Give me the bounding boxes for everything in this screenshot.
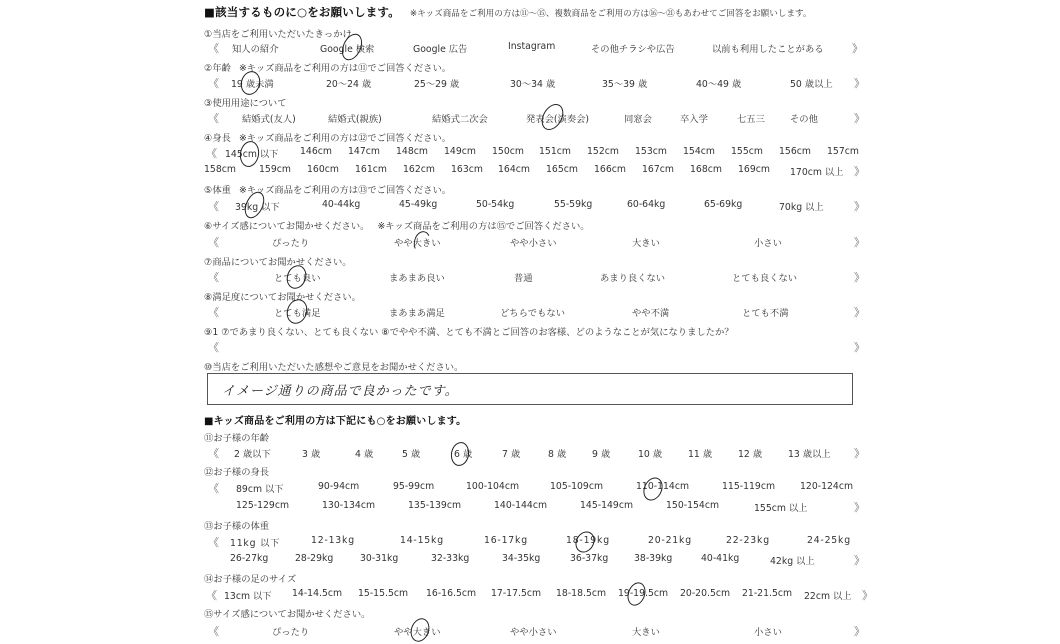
option[interactable]: 14-14.5cm [292, 588, 343, 599]
question-12-label: ⑫お子様の身長 [204, 467, 270, 478]
option[interactable]: 12 歳 [738, 449, 763, 460]
option[interactable]: とても不満 [742, 308, 789, 319]
option-selected[interactable]: 18-19kg [566, 535, 610, 546]
question-6-options [204, 235, 864, 249]
open-bracket: 《 [208, 306, 219, 319]
option[interactable]: 32-33kg [431, 553, 470, 564]
option[interactable]: 161cm [355, 164, 387, 175]
option[interactable]: 95-99cm [393, 481, 435, 492]
option[interactable]: 34-35kg [502, 553, 541, 564]
option[interactable]: 16-17kg [484, 535, 528, 546]
question-note: ※キッズ商品をご利用の方は⑮でご回答ください。 [377, 221, 590, 232]
open-bracket: 《 [208, 200, 219, 213]
question-10-label: ⑩当店をご利用いただいた感想やご意見をお聞かせください。 [204, 362, 464, 373]
option-selected[interactable]: 145cm 以下 [225, 149, 279, 160]
question-4-options-row-1 [204, 146, 864, 160]
question-label: ②年齢 [204, 63, 231, 74]
option[interactable]: 50-54kg [476, 199, 515, 210]
option[interactable]: やや不満 [632, 308, 670, 319]
option[interactable]: 16-16.5cm [426, 588, 477, 599]
option[interactable]: 153cm [635, 146, 667, 157]
close-bracket: 》 [854, 236, 865, 249]
option[interactable]: 22-23kg [726, 535, 770, 546]
question-14-label: ⑭お子様の足のサイズ [204, 574, 297, 585]
option[interactable]: 大きい [632, 238, 660, 249]
option[interactable]: 大きい [632, 627, 660, 638]
option[interactable]: 168cm [690, 164, 722, 175]
option[interactable]: 145-149cm [580, 500, 634, 511]
option[interactable]: 3 歳 [302, 449, 321, 460]
option[interactable]: 159cm [259, 164, 291, 175]
option[interactable]: 8 歳 [548, 449, 567, 460]
option[interactable]: 155cm [731, 146, 763, 157]
option[interactable]: 151cm [539, 146, 571, 157]
option[interactable]: ぴったり [272, 238, 310, 249]
close-bracket: 》 [854, 271, 865, 284]
option[interactable]: 5 歳 [402, 449, 421, 460]
option[interactable]: 130-134cm [322, 500, 376, 511]
option[interactable]: 45-49kg [399, 199, 438, 210]
option[interactable]: 小さい [754, 627, 782, 638]
open-bracket: 《 [208, 536, 220, 549]
question-2-label [204, 60, 451, 74]
kids-section-header: ■キッズ商品をご利用の方は下記にも○をお願いします。 [204, 416, 467, 427]
question-label: ④身長 [204, 133, 231, 144]
option[interactable]: 149cm [444, 146, 476, 157]
option[interactable]: 普通 [514, 273, 533, 284]
option[interactable]: その他チラシや広告 [591, 44, 675, 55]
question-3-label: ③使用用途について [204, 98, 287, 109]
option[interactable]: 20-20.5cm [680, 588, 731, 599]
option[interactable]: 105-109cm [550, 481, 604, 492]
question-12-options-row-1 [204, 481, 874, 495]
option[interactable]: 55-59kg [554, 199, 593, 210]
question-15-label: ⑮サイズ感についてお聞かせください。 [204, 609, 371, 620]
option-selected[interactable]: 110-114cm [636, 481, 690, 492]
open-bracket: 《 [208, 341, 219, 354]
question-11-options [204, 446, 864, 460]
close-bracket: 》 [854, 200, 865, 213]
question-9-label: ⑨1 ⑦であまり良くない、とても良くない ⑧でやや不満、とても不満とご回答のお客様、どのようなことが気になりましたか？ [204, 327, 734, 338]
option[interactable]: 120-124cm [800, 481, 854, 492]
option[interactable]: 4 歳 [355, 449, 374, 460]
question-label: ⑤体重 [204, 185, 231, 196]
option[interactable]: 70kg 以上 [779, 202, 824, 213]
question-8-label: ⑧満足度についてお聞かせください。 [204, 292, 361, 303]
option[interactable]: 42kg 以上 [770, 556, 815, 567]
option[interactable]: 17-17.5cm [491, 588, 542, 599]
option[interactable]: 21-21.5cm [742, 588, 793, 599]
option[interactable]: とても良くない [732, 273, 798, 284]
option[interactable]: 28-29kg [295, 553, 334, 564]
question-14-options [204, 588, 874, 602]
option[interactable]: 結婚式二次会 [432, 114, 488, 125]
question-7-options [204, 270, 864, 284]
option[interactable]: 30-31kg [360, 553, 399, 564]
option[interactable]: 146cm [300, 146, 332, 157]
question-2-options [204, 76, 864, 90]
option[interactable]: 36-37kg [570, 553, 609, 564]
close-bracket: 》 [862, 589, 873, 602]
option[interactable]: 40-44kg [322, 199, 361, 210]
option[interactable]: ぴったり [272, 627, 310, 638]
option[interactable]: 163cm [451, 164, 483, 175]
open-bracket: 《 [208, 42, 219, 55]
section-header [204, 4, 812, 20]
question-9-answer-area[interactable] [204, 340, 864, 354]
close-bracket: 》 [854, 306, 865, 319]
option[interactable]: 164cm [498, 164, 530, 175]
option[interactable]: 140-144cm [494, 500, 548, 511]
option[interactable]: 15-15.5cm [358, 588, 409, 599]
option[interactable]: 156cm [779, 146, 811, 157]
close-bracket: 》 [852, 42, 863, 55]
option[interactable]: 14-15kg [400, 535, 444, 546]
question-13-options-row-1 [204, 535, 874, 549]
question-3-options [204, 111, 864, 125]
option[interactable]: 160cm [307, 164, 339, 175]
question-4-options-row-2 [204, 164, 864, 178]
open-bracket: 《 [208, 625, 219, 638]
option[interactable]: 155cm 以上 [754, 503, 808, 514]
question-6-label [204, 218, 590, 232]
option[interactable]: 152cm [587, 146, 619, 157]
option-selected[interactable]: 19 歳未満 [231, 79, 274, 90]
option[interactable]: 結婚式(友人) [242, 114, 296, 125]
option[interactable]: 65-69kg [704, 199, 743, 210]
question-note: ※キッズ商品をご利用の方は⑬でご回答ください。 [238, 185, 452, 196]
option[interactable]: まあまあ良い [389, 273, 445, 284]
option-selected[interactable]: 19-19.5cm [618, 588, 669, 599]
option-selected[interactable]: やや大きい [394, 627, 441, 638]
option[interactable]: 7 歳 [502, 449, 521, 460]
option[interactable]: 13 歳以上 [788, 449, 831, 460]
question-12-options-row-2 [204, 500, 874, 514]
open-bracket: 《 [208, 77, 219, 90]
option-selected[interactable]: 6 歳 [454, 449, 473, 460]
option[interactable]: 89cm 以下 [236, 484, 284, 495]
option[interactable]: 135-139cm [408, 500, 462, 511]
option[interactable]: 七五三 [737, 114, 765, 125]
option[interactable]: 166cm [594, 164, 626, 175]
open-bracket: 《 [206, 147, 217, 160]
open-bracket: 《 [208, 112, 219, 125]
option[interactable]: 11kg 以下 [230, 538, 281, 549]
option[interactable]: Instagram [508, 41, 556, 52]
close-bracket: 》 [854, 447, 865, 460]
question-label: ⑥サイズ感についてお聞かせください。 [204, 221, 370, 232]
option[interactable]: 115-119cm [722, 481, 776, 492]
option[interactable]: 20〜24 歳 [326, 79, 372, 90]
option[interactable]: Google 広告 [413, 44, 468, 55]
option-selected[interactable]: 発表会(演奏会) [526, 114, 590, 125]
option[interactable]: 162cm [403, 164, 435, 175]
option[interactable]: 18-18.5cm [556, 588, 607, 599]
option[interactable]: 170cm 以上 [790, 167, 844, 178]
option[interactable]: 150cm [492, 146, 524, 157]
option[interactable]: 同窓会 [624, 114, 652, 125]
option[interactable]: 167cm [642, 164, 674, 175]
option-selected[interactable]: やや大きい [394, 238, 441, 249]
open-bracket: 《 [208, 482, 219, 495]
option[interactable]: 125-129cm [236, 500, 290, 511]
open-bracket: 《 [208, 236, 219, 249]
close-bracket: 》 [854, 501, 865, 514]
option[interactable]: 小さい [754, 238, 782, 249]
option[interactable]: 13cm 以下 [224, 591, 272, 602]
question-15-options [204, 624, 864, 638]
option[interactable]: 9 歳 [592, 449, 611, 460]
option[interactable]: 40〜49 歳 [696, 79, 742, 90]
option[interactable]: 20-21kg [648, 535, 692, 546]
option[interactable]: 169cm [738, 164, 770, 175]
option[interactable]: 2 歳以下 [234, 449, 271, 460]
close-bracket: 》 [854, 625, 865, 638]
option[interactable]: 24-25kg [807, 535, 851, 546]
option-selected[interactable]: 39kg 以下 [235, 202, 280, 213]
question-7-label: ⑦商品についてお聞かせください。 [204, 257, 352, 268]
option[interactable]: 25〜29 歳 [414, 79, 460, 90]
option[interactable]: 結婚式(親族) [328, 114, 382, 125]
close-bracket: 》 [854, 112, 865, 125]
close-bracket: 》 [854, 341, 865, 354]
open-bracket: 《 [206, 589, 217, 602]
option[interactable]: 157cm [827, 146, 859, 157]
question-13-options-row-2 [204, 553, 874, 567]
option[interactable]: 150-154cm [666, 500, 720, 511]
option[interactable]: 12-13kg [311, 535, 355, 546]
question-1-label: ①当店をご利用いただいたきっかけ [204, 29, 352, 40]
option[interactable]: 卒入学 [680, 114, 708, 125]
option[interactable]: 30〜34 歳 [510, 79, 556, 90]
option-selected[interactable]: とても満足 [274, 308, 321, 319]
option[interactable]: まあまあ満足 [389, 308, 445, 319]
question-5-label [204, 182, 451, 196]
question-10-answer-box[interactable] [207, 373, 853, 405]
close-bracket: 》 [854, 77, 865, 90]
question-8-options [204, 305, 864, 319]
option[interactable]: 11 歳 [688, 449, 713, 460]
option[interactable]: 10 歳 [638, 449, 663, 460]
option[interactable]: 知人の紹介 [232, 44, 279, 55]
option[interactable]: あまり良くない [600, 273, 666, 284]
option[interactable]: 以前も利用したことがある [712, 44, 824, 55]
question-1-options [204, 41, 864, 55]
option[interactable]: 154cm [683, 146, 715, 157]
option[interactable]: その他 [790, 114, 818, 125]
question-note: ※キッズ商品をご利用の方は⑫でご回答ください。 [238, 133, 452, 144]
option[interactable]: 90-94cm [318, 481, 360, 492]
open-bracket: 《 [208, 447, 219, 460]
question-note: ※キッズ商品をご利用の方は⑪でご回答ください。 [238, 63, 452, 74]
option[interactable]: どちらでもない [500, 308, 565, 319]
section-title: ■該当するものに○をお願いします。 [204, 5, 400, 19]
option[interactable]: やや小さい [510, 238, 557, 249]
option[interactable]: 40-41kg [701, 553, 740, 564]
option[interactable]: 22cm 以上 [804, 591, 852, 602]
option[interactable]: 60-64kg [627, 199, 666, 210]
option[interactable]: 100-104cm [466, 481, 520, 492]
option[interactable]: 158cm [204, 164, 236, 175]
option[interactable]: 50 歳以上 [790, 79, 833, 90]
option[interactable]: 147cm [348, 146, 380, 157]
option[interactable]: 35〜39 歳 [602, 79, 648, 90]
option[interactable]: 26-27kg [230, 553, 269, 564]
question-5-options [204, 199, 864, 213]
section-note: ※キッズ商品をご利用の方は⑪〜⑮、複数商品をご利用の方は⑯〜㉑もあわせてご回答をお願いします。 [409, 9, 812, 19]
close-bracket: 》 [854, 554, 865, 567]
option[interactable]: やや小さい [510, 627, 557, 638]
option[interactable]: 165cm [546, 164, 578, 175]
option-selected[interactable]: とても良い [274, 273, 321, 284]
close-bracket: 》 [854, 165, 865, 178]
question-13-label: ⑬お子様の体重 [204, 521, 270, 532]
question-4-label [204, 130, 451, 144]
option-selected[interactable]: Google 検索 [320, 44, 375, 55]
handwritten-answer: イメージ通りの商品で良かったです。 [222, 384, 459, 399]
open-bracket: 《 [208, 271, 219, 284]
question-11-label: ⑪お子様の年齢 [204, 433, 270, 444]
option[interactable]: 148cm [396, 146, 428, 157]
option[interactable]: 38-39kg [634, 553, 673, 564]
